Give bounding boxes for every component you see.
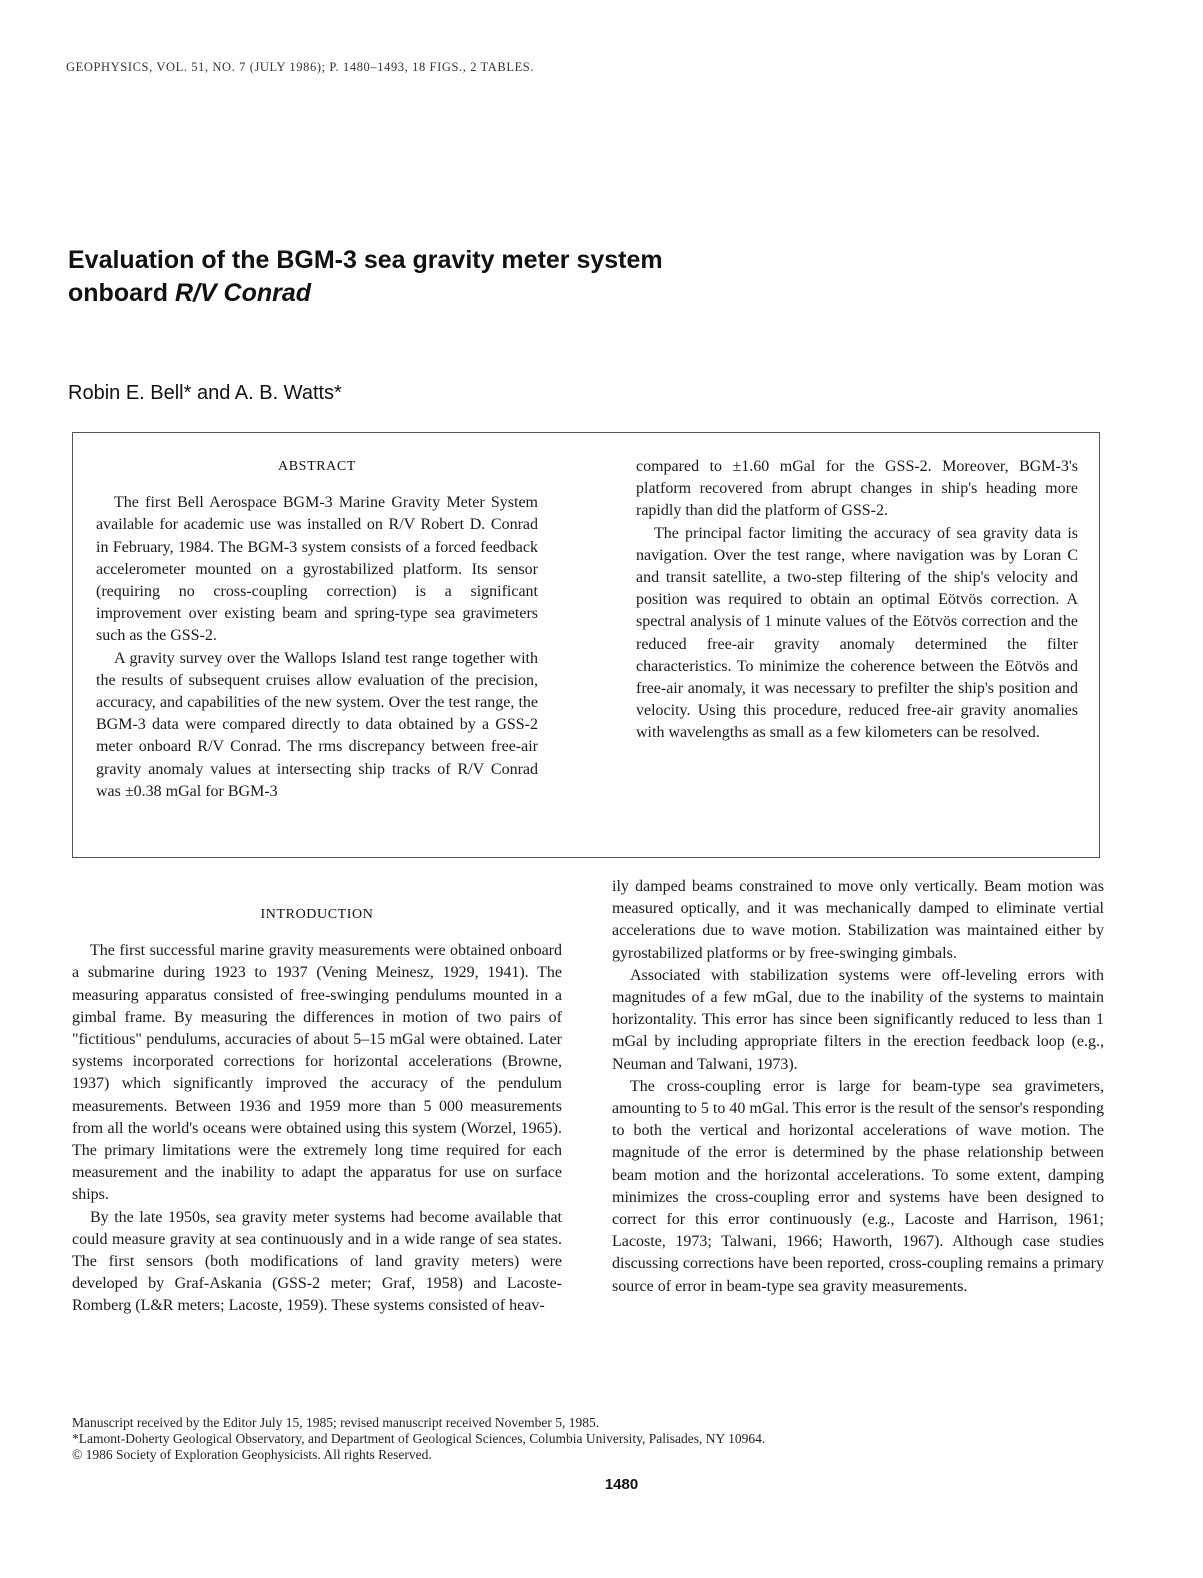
title-line-1: Evaluation of the BGM-3 sea gravity meter system (68, 246, 663, 274)
abstract-paragraph: The first Bell Aerospace BGM-3 Marine Gravity Meter System available for academic use was installed on R/V Robert D. Conrad in February, 1984. The BGM-3 system consists of a forced feedback accelerometer mounted on a gyrostabilized platform. Its sensor (requiring no cross-coupling correction) is a significant improvement over existing beam and spring-type sea gravimeters such as the GSS-2. (96, 494, 538, 645)
introduction-left-column (72, 904, 562, 1318)
journal-citation-header: GEOPHYSICS, VOL. 51, NO. 7 (JULY 1986); P. 1480–1493, 18 FIGS., 2 TABLES. (66, 60, 535, 74)
footnote-manuscript: Manuscript received by the Editor July 15, 1985; revised manuscript received November 5, 1985. (72, 1415, 600, 1430)
title-line-2 (68, 277, 968, 310)
authors: Robin E. Bell* and A. B. Watts* (68, 382, 342, 404)
abstract-paragraph: A gravity survey over the Wallops Island test range together with the results of subsequent cruises allow evaluation of the precision, accuracy, and capabilities of the new system. Over the test range, the BGM-3 data were compared directly to data obtained by a GSS-2 meter onboard R/V Conrad. The rms discrepancy between free-air gravity anomaly values at intersecting ship tracks of R/V Conrad was ±0.38 mGal for BGM-3 (96, 649, 538, 800)
introduction-right-column (612, 876, 1104, 1298)
introduction-heading: INTRODUCTION (260, 907, 374, 922)
page-number: 1480 (604, 1476, 639, 1493)
abstract-paragraph: compared to ±1.60 mGal for the GSS-2. Moreover, BGM-3's platform recovered from abrupt changes in ship's heading more rapidly than did the platform of GSS-2. (636, 458, 1078, 520)
body-paragraph: By the late 1950s, sea gravity meter systems had become available that could measure gravity at sea continuously and in a wide range of sea states. The first sensors (both modifications of land gravity meters) were developed by Graf-Askania (GSS-2 meter; Graf, 1958) and Lacoste-Romberg (L&R meters; Lacoste, 1959). These systems consisted of heav- (72, 1208, 562, 1315)
abstract-heading: ABSTRACT (278, 459, 356, 474)
body-paragraph: ily damped beams constrained to move only vertically. Beam motion was measured optically, and it was mechanically damped to eliminate vertial accelerations due to wave motion. Stabilization was maintained either by gyrostabilized platforms or by free-swinging gimbals. (612, 878, 1104, 962)
paper-title (68, 244, 968, 310)
footnote-affiliation: *Lamont-Doherty Geological Observatory, and Department of Geological Sciences, Columbia University, Palisades, NY 10964. (72, 1431, 766, 1446)
abstract-paragraph: The principal factor limiting the accuracy of sea gravity data is navigation. Over the test range, where navigation was by Loran C and transit satellite, a two-step filtering of the ship's velocity and position was required to obtain an optimal Eötvös correction. A spectral analysis of 1 minute values of the Eötvös correction and the reduced free-air gravity anomaly determined the filter characteristics. To minimize the coherence between the Eötvös and free-air anomaly, it was necessary to prefilter the ship's position and velocity. Using this procedure, reduced free-air gravity anomalies with wavelengths as small as a few kilometers can be resolved. (636, 524, 1078, 742)
body-paragraph: The first successful marine gravity measurements were obtained onboard a submarine during 1923 to 1937 (Vening Meinesz, 1929, 1941). The measuring apparatus consisted of free-swinging pendulums mounted in a gimbal frame. By measuring the differences in motion of two pairs of "fictitious" pendulums, accuracies of about 5–15 mGal were obtained. Later systems incorporated corrections for horizontal accelerations (Browne, 1937) which significantly improved the accuracy of the pendulum measurements. Between 1936 and 1959 more than 5 000 measurements from all the world's oceans were obtained using this system (Worzel, 1965). The primary limitations were the extremely long time required for each measurement and the inability to adapt the apparatus for use on surface ships. (72, 942, 562, 1204)
page-number-wrapper (0, 1476, 1203, 1493)
footnote-copyright: © 1986 Society of Exploration Geophysicists. All rights Reserved. (72, 1447, 432, 1462)
title-vessel-name: R/V Conrad (174, 279, 312, 307)
footnotes (72, 1415, 1132, 1463)
abstract-left-column (96, 456, 538, 803)
abstract-right-column (636, 456, 1078, 745)
body-paragraph: Associated with stabilization systems were off-leveling errors with magnitudes of a few mGal, due to the inability of the systems to maintain horizontality. This error has since been significantly reduced to less than 1 mGal by including appropriate filters in the erection feedback loop (e.g., Neuman and Talwani, 1973). (612, 966, 1104, 1073)
body-paragraph: The cross-coupling error is large for beam-type sea gravimeters, amounting to 5 to 40 mGal. This error is the result of the sensor's responding to both the vertical and horizontal accelerations of wave motion. The magnitude of the error is determined by the phase relationship between beam motion and the horizontal accelerations. To some extent, damping minimizes the cross-coupling error and systems have been designed to correct for this error continuously (e.g., Lacoste and Harrison, 1961; Lacoste, 1973; Talwani, 1966; Haworth, 1967). Although case studies discussing corrections have been reported, cross-coupling remains a primary source of error in beam-type sea gravity measurements. (612, 1077, 1104, 1295)
title-line-2-prefix: onboard (68, 279, 175, 307)
